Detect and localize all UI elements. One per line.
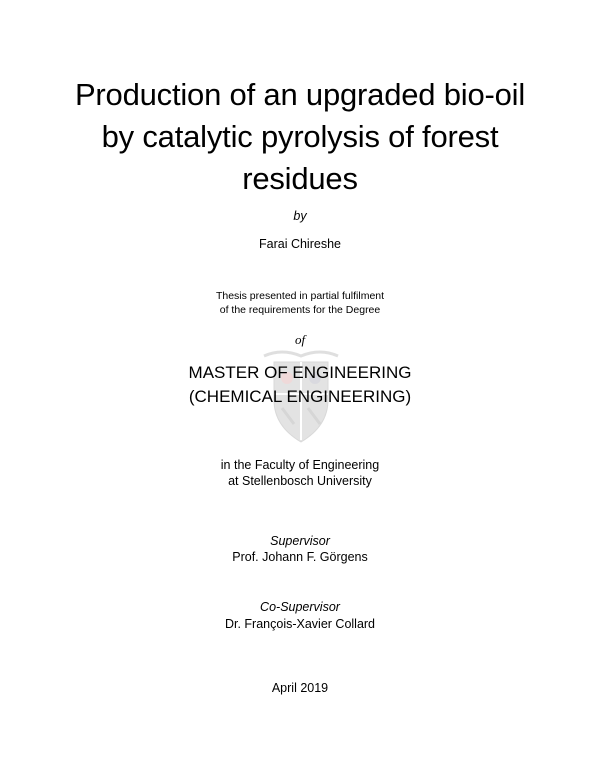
- of-label: of: [294, 332, 306, 347]
- degree-line-2: (CHEMICAL ENGINEERING): [188, 387, 412, 406]
- supervisor-label: Supervisor: [270, 534, 330, 548]
- title-line-1: Production of an upgraded bio-oil: [74, 77, 526, 112]
- faculty-line-1: in the Faculty of Engineering: [220, 458, 380, 472]
- degree-line-1: MASTER OF ENGINEERING: [188, 363, 412, 382]
- title-line-3: residues: [242, 161, 358, 196]
- date: April 2019: [271, 681, 329, 695]
- by-label: by: [293, 209, 307, 223]
- thesis-line-2: of the requirements for the Degree: [219, 304, 381, 316]
- supervisor-name: Prof. Johann F. Görgens: [232, 550, 368, 564]
- title-line-2: by catalytic pyrolysis of forest: [101, 119, 499, 154]
- thesis-line-1: Thesis presented in partial fulfilment: [215, 290, 385, 302]
- author-name: Farai Chireshe: [259, 237, 341, 251]
- co-supervisor-label: Co-Supervisor: [260, 600, 340, 614]
- co-supervisor-name: Dr. François-Xavier Collard: [224, 617, 376, 631]
- faculty-line-2: at Stellenbosch University: [228, 474, 372, 488]
